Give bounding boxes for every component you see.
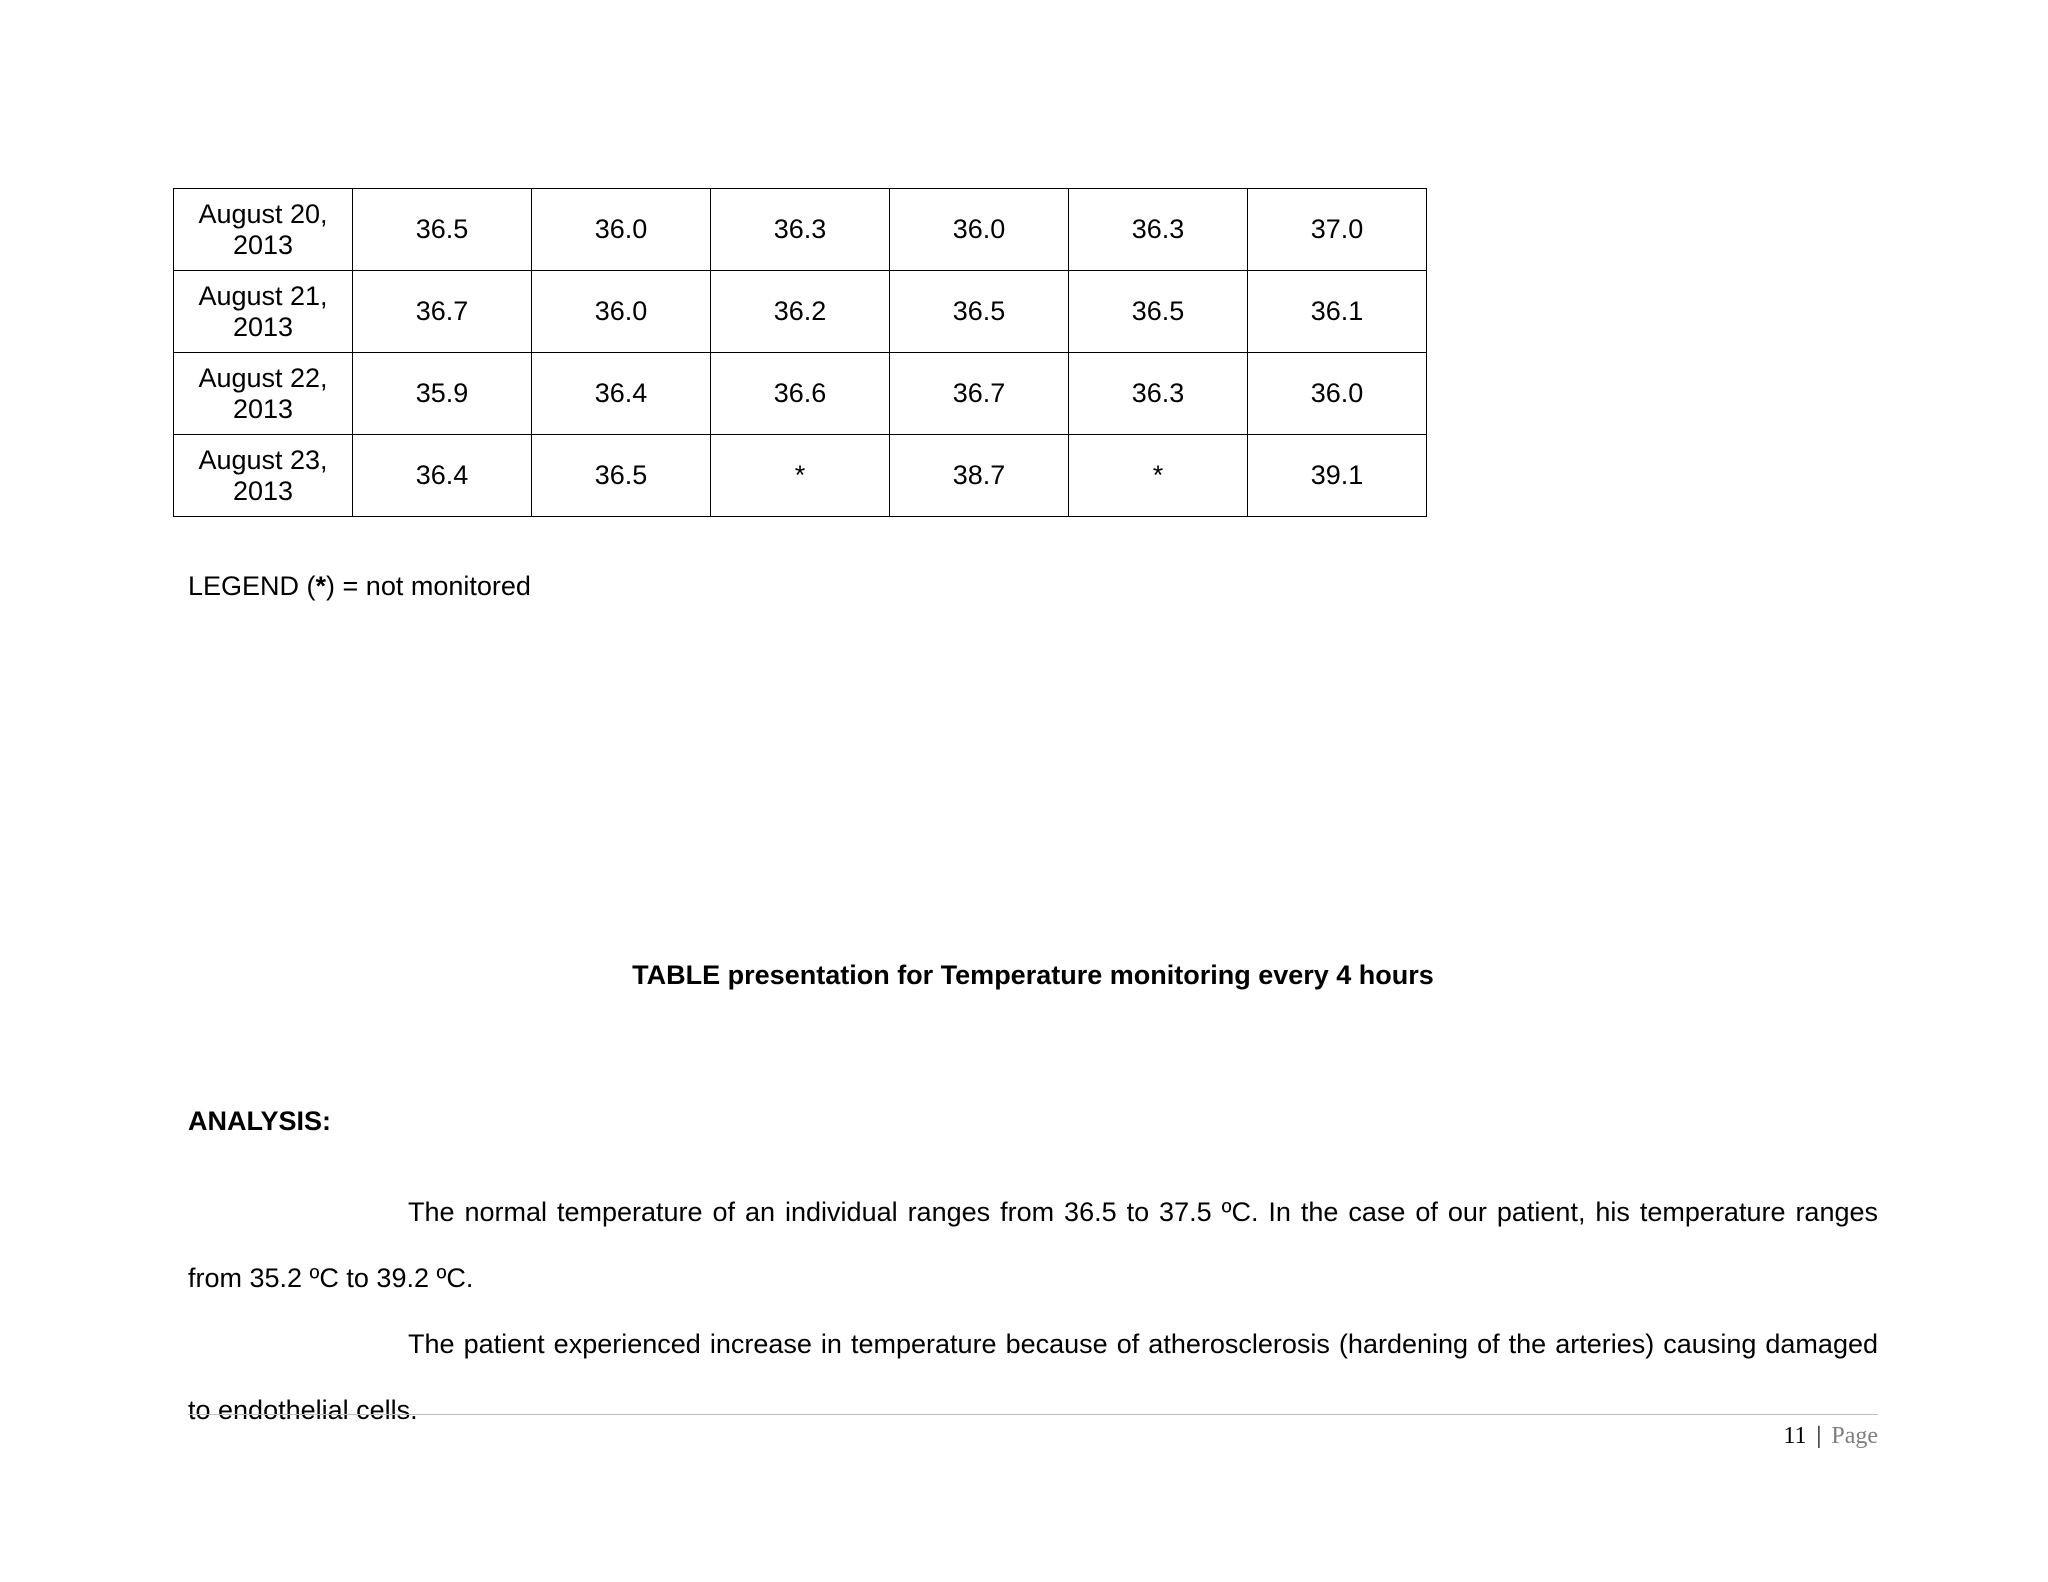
date-cell: August 23, 2013 (174, 435, 353, 517)
temperature-cell: 35.9 (353, 353, 532, 435)
temperature-cell: 36.5 (532, 435, 711, 517)
table-legend: LEGEND (*) = not monitored (188, 571, 531, 601)
temperature-cell: 36.3 (711, 189, 890, 271)
temperature-cell: * (1069, 435, 1248, 517)
temperature-cell: 36.0 (890, 189, 1069, 271)
page-label: Page (1831, 1423, 1878, 1449)
temperature-cell: 36.4 (532, 353, 711, 435)
temperature-cell: 39.1 (1248, 435, 1427, 517)
table-row (174, 353, 1427, 435)
date-cell: August 22, 2013 (174, 353, 353, 435)
temperature-cell: 36.7 (890, 353, 1069, 435)
temperature-cell: 36.2 (711, 271, 890, 353)
temperature-cell: 36.7 (353, 271, 532, 353)
temperature-cell: 36.0 (532, 271, 711, 353)
footer-separator: | (1816, 1423, 1822, 1449)
temperature-cell: 36.6 (711, 353, 890, 435)
temperature-cell: 36.3 (1069, 189, 1248, 271)
temperature-cell: 36.5 (890, 271, 1069, 353)
temperature-cell: 36.3 (1069, 353, 1248, 435)
temperature-cell: 36.4 (353, 435, 532, 517)
analysis-heading: ANALYSIS: (188, 1106, 332, 1136)
temperature-cell: 37.0 (1248, 189, 1427, 271)
table-row (174, 271, 1427, 353)
temperature-cell: 36.0 (532, 189, 711, 271)
date-cell: August 21, 2013 (174, 271, 353, 353)
date-cell: August 20, 2013 (174, 189, 353, 271)
temperature-cell: * (711, 435, 890, 517)
temperature-cell: 36.5 (353, 189, 532, 271)
footer-divider (188, 1414, 1878, 1415)
analysis-paragraph: The patient experienced increase in temperature because of atherosclerosis (hardening of the arteries) causing damaged to endothelial cells. (188, 1329, 1878, 1425)
page-number: 11 (1783, 1423, 1807, 1449)
temperature-cell: 38.7 (890, 435, 1069, 517)
legend-symbol: * (315, 571, 327, 601)
analysis-paragraph: The normal temperature of an individual ranges from 36.5 to 37.5 ºC. In the case of our patient, his temperature ranges from 35.2 ºC to 39.2 ºC. (188, 1197, 1878, 1293)
temperature-cell: 36.1 (1248, 271, 1427, 353)
temperature-cell: 36.0 (1248, 353, 1427, 435)
table-row (174, 435, 1427, 517)
temperature-table (173, 188, 1427, 517)
temperature-cell: 36.5 (1069, 271, 1248, 353)
page-footer (1783, 1420, 1878, 1452)
table-caption: TABLE presentation for Temperature monitoring every 4 hours (632, 960, 1434, 990)
table-row (174, 189, 1427, 271)
